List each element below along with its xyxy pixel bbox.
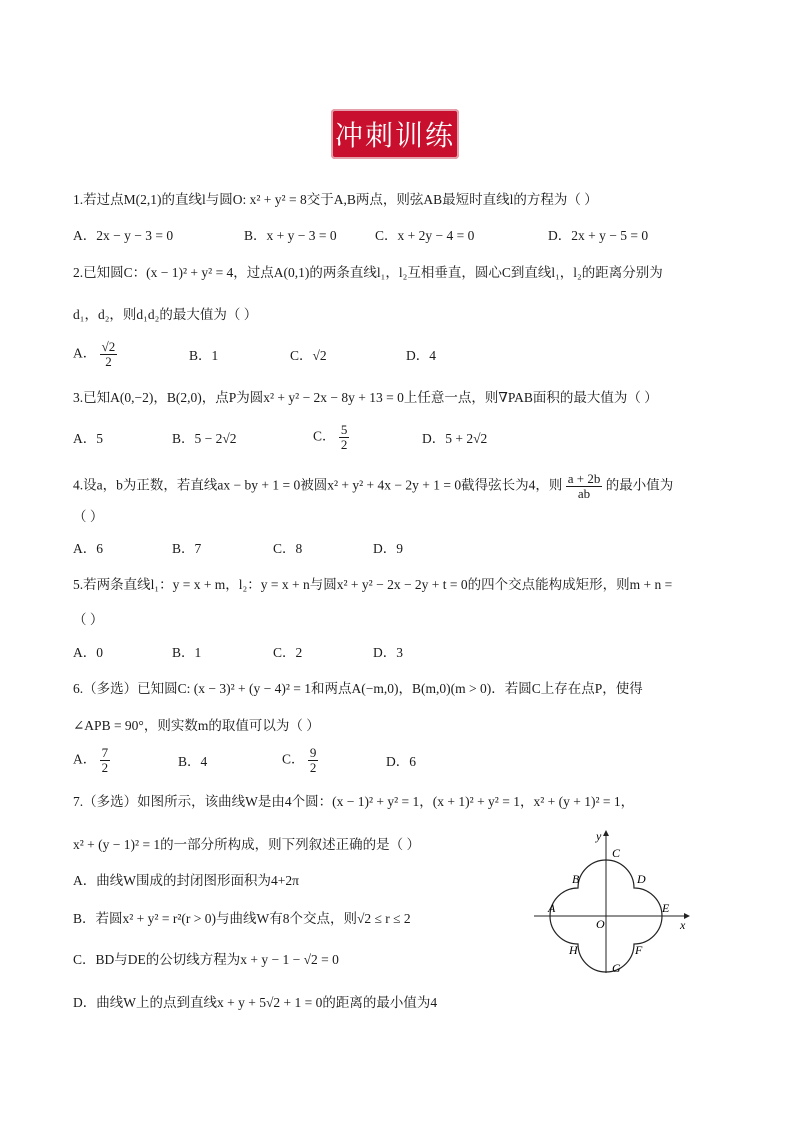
question-1-stem: 1.若过点M(2,1)的直线l与圆O: x² + y² = 8交于A,B两点，则弦AB最短时直线l的方程为（ ） xyxy=(73,192,598,207)
question-7-stem: 7.（多选）如图所示，该曲线W是由4个圆：(x − 1)² + y² = 1，(x + 1)² + y² = 1，x² + (y + 1)² = 1， xyxy=(73,794,635,809)
curve-w-figure xyxy=(534,828,694,978)
q6-option-c-fraction: $\frac{9}{2}$ xyxy=(309,745,317,775)
q3-option-c: C． $\frac{5}{2}$ xyxy=(313,422,348,452)
label-y: y xyxy=(596,829,602,843)
q1-option-c: C．x + 2y − 4 = 0 xyxy=(375,228,475,243)
q1-option-b: B．x + y − 3 = 0 xyxy=(244,228,337,243)
q2-option-d: D．4 xyxy=(406,348,436,363)
label-e: E xyxy=(662,901,670,915)
q2-option-a-fraction: $\frac{√2}{2}$ xyxy=(101,339,116,369)
title-text: 冲刺训练 xyxy=(334,119,455,152)
y-axis-arrow xyxy=(603,830,609,836)
question-7-stem-cont: x² + (y − 1)² = 1的一部分所构成，则下列叙述正确的是（ ） xyxy=(73,837,421,852)
q5-option-b: B．1 xyxy=(172,645,202,660)
q3-option-b: B．5 − 2√2 xyxy=(172,431,237,446)
label-c: C xyxy=(612,846,621,860)
q7-option-b: B．若圆x² + y² = r²(r > 0)与曲线W有8个交点，则√2 ≤ r ≤ 2 xyxy=(73,911,411,926)
question-5-stem: 5.若两条直线l₁：y = x + m，l₂：y = x + n与圆x² + y² − 2x − 2y + t = 0的四个交点能构成矩形，则m + n = xyxy=(73,577,673,592)
label-d: D xyxy=(637,872,646,886)
label-x: x xyxy=(680,918,686,932)
q4-option-c: C．8 xyxy=(273,541,303,556)
label-f: F xyxy=(635,943,643,957)
q5-option-d: D．3 xyxy=(373,645,403,660)
q7-option-a: A．曲线W围成的封闭图形面积为4+2π xyxy=(73,873,299,888)
question-2-stem: 2.已知圆C：(x − 1)² + y² = 4，过点A(0,1)的两条直线l₁，l₂互相垂直，圆心C到直线l₁，l₂的距离分别为 xyxy=(73,265,663,280)
question-2-stem-cont: d₁，d₂，则d₁d₂的最大值为（ ） xyxy=(73,307,258,322)
q2-option-a: A． $\frac{√2}{2}$ xyxy=(73,339,116,369)
label-h: H xyxy=(569,943,578,957)
question-5-stem-cont: （ ） xyxy=(73,612,104,627)
q4-stem-fraction: $\frac{a + 2b}{ab}$ xyxy=(567,471,601,501)
q6-option-a: A． $\frac{7}{2}$ xyxy=(73,745,109,775)
question-6-stem-cont: ∠APB = 90°，则实数m的取值可以为（ ） xyxy=(73,718,320,733)
q5-option-a: A．0 xyxy=(73,645,103,660)
question-3-stem: 3.已知A(0,−2)，B(2,0)，点P为圆x² + y² − 2x − 8y + 13 = 0上任意一点，则∇PAB面积的最大值为（ ） xyxy=(73,390,658,405)
q7-option-d: D．曲线W上的点到直线x + y + 5√2 + 1 = 0的距离的最小值为4 xyxy=(73,995,438,1010)
q2-option-b: B．1 xyxy=(189,348,219,363)
q3-option-d: D．5 + 2√2 xyxy=(422,431,488,446)
q2-option-c: C．√2 xyxy=(290,348,327,363)
label-a: A xyxy=(548,901,556,915)
q6-option-d: D．6 xyxy=(386,754,416,769)
label-o: O xyxy=(596,917,605,931)
q5-option-c: C．2 xyxy=(273,645,303,660)
label-g: G xyxy=(612,961,621,975)
q6-option-a-fraction: $\frac{7}{2}$ xyxy=(101,745,109,775)
q4-option-b: B．7 xyxy=(172,541,202,556)
q7-option-c: C．BD与DE的公切线方程为x + y − 1 − √2 = 0 xyxy=(73,952,339,967)
label-b: B xyxy=(572,872,580,886)
q1-option-a: A．2x − y − 3 = 0 xyxy=(73,228,174,243)
q4-option-d: D．9 xyxy=(373,541,403,556)
q6-option-b: B．4 xyxy=(178,754,208,769)
q3-option-a: A．5 xyxy=(73,431,103,446)
q4-option-a: A．6 xyxy=(73,541,103,556)
q6-option-c: C． $\frac{9}{2}$ xyxy=(282,745,317,775)
question-6-stem: 6.（多选）已知圆C: (x − 3)² + (y − 4)² = 1和两点A(−m,0)，B(m,0)(m > 0)．若圆C上存在点P，使得 xyxy=(73,681,643,696)
q3-option-c-fraction: $\frac{5}{2}$ xyxy=(340,422,348,452)
q1-option-d: D．2x + y − 5 = 0 xyxy=(548,228,649,243)
question-4-stem: 4.设a，b为正数，若直线ax − by + 1 = 0被圆x² + y² + 4x − 2y + 1 = 0截得弦长为4，则 $\frac{a + 2b}{ab}$ 的最小值为 xyxy=(73,471,674,501)
title-banner xyxy=(331,109,459,159)
question-4-stem-cont: （ ） xyxy=(73,509,104,524)
